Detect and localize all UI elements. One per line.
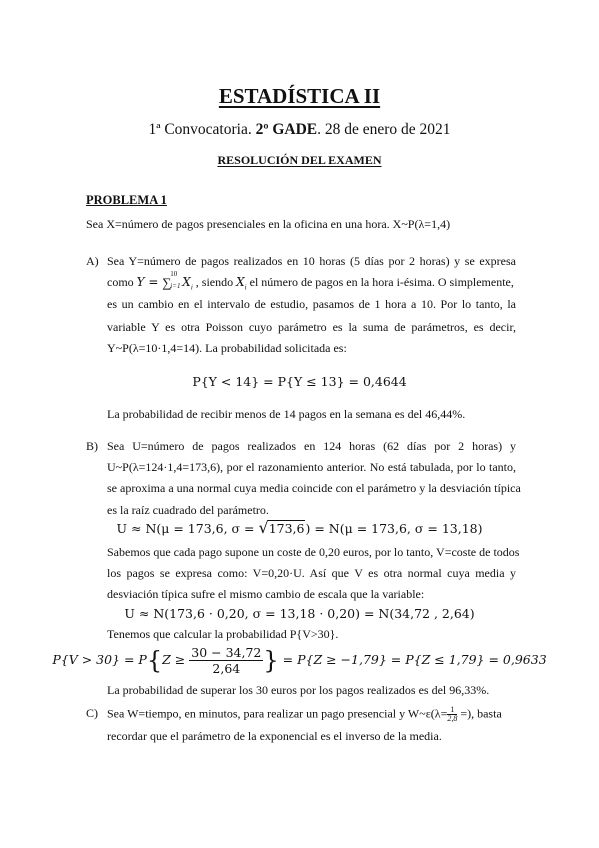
subtitle-convocatoria: 1ª Convocatoria. [148, 121, 256, 138]
section-a-line-1: Sea Y=número de pagos realizados en 10 horas (5 días por 2 horas) y se expresa [107, 254, 516, 268]
section-c-line-1 [107, 706, 502, 723]
section-c-line-1-pre: Sea W=tiempo, en minutos, para realizar un pago presencial y W~ε(λ= [107, 706, 448, 721]
formula-3-pre: P{V > 30} = P [52, 652, 147, 667]
math-sub-i-2: i [244, 283, 247, 292]
formula-1-post: ) = N(μ = 173,6, σ = 13,18) [305, 521, 483, 536]
formula-3-z: Z ≥ [162, 652, 186, 667]
math-sub-i: i [190, 283, 193, 292]
sum-upper-limit: 10 [170, 270, 178, 279]
section-c-line-2: recordar que el parámetro de la exponencial es el inverso de la media. [107, 729, 442, 743]
lambda-numerator: 1 [447, 706, 457, 715]
section-b-line-5: Sabemos que cada pago supone un coste de 0,20 euros, por lo tanto, V=coste de todos [107, 545, 520, 559]
fraction-numerator: 30 − 34,72 [191, 645, 262, 660]
section-a-formula: P{Y < 14} = P{Y ≤ 13} = 0,4644 [192, 374, 407, 389]
section-a-line-4: variable Y es otra Poisson cuyo parámetro es la suma de parámetros, es decir, [107, 320, 516, 334]
section-b-label: B) [86, 439, 98, 453]
section-a-line-2-mid: , siendo [192, 275, 237, 289]
section-a-conclusion: La probabilidad de recibir menos de 14 pagos en la semana es del 46,44%. [107, 407, 466, 421]
formula-3-fraction [189, 645, 263, 676]
section-b-formula-2: U ≈ N(173,6 · 0,20, σ = 13,18 · 0,20) = N(34,72 , 2,64) [124, 606, 475, 621]
document-title: ESTADÍSTICA II [218, 84, 381, 108]
resolution-heading: RESOLUCIÓN DEL EXAMEN [217, 153, 382, 167]
subtitle-date: . 28 de enero de 2021 [317, 121, 451, 138]
problem-intro: Sea X=número de pagos presenciales en la oficina en una hora. X~P(λ=1,4) [86, 217, 451, 231]
sum-lower-limit: i=1 [170, 282, 181, 291]
math-var-x-2: X [236, 275, 245, 289]
section-b-line-4: es la raíz cuadrado del parámetro. [107, 503, 269, 517]
problem-heading: PROBLEMA 1 [86, 193, 167, 207]
section-a-line-2-post: el número de pagos en la hora i-ésima. O simplemente, [246, 275, 514, 289]
formula-3-post: = P{Z ≥ −1,79} = P{Z ≤ 1,79} = 0,9633 [282, 652, 547, 667]
formula-1-sqrt: 173,6 [268, 521, 305, 536]
math-equals: = [144, 275, 163, 289]
math-var-x: X [182, 275, 191, 289]
section-b-line-8: Tenemos que calcular la probabilidad P{V>30}. [107, 627, 339, 641]
section-a-line-2 [107, 270, 516, 292]
section-b-line-3: se aproxima a una normal cuya media coincide con el parámetro y la desviación típica [107, 481, 521, 495]
fraction-denominator: 2,64 [212, 661, 241, 676]
section-b-line-6: los pagos se expresa como: V=0,20·U. Así que V es otra normal cuya media y [107, 566, 516, 580]
section-b-line-1: Sea U=número de pagos realizados en 124 horas (62 días por 2 horas) y [107, 439, 516, 453]
section-c-label: C) [86, 706, 98, 720]
section-a-line-2-pre: como [107, 275, 137, 289]
math-var-y: Y [136, 275, 145, 289]
section-c-line-1-post: =), basta [457, 706, 502, 721]
section-b-line-2: U~P(λ=124·1,4=173,6), por el razonamiento anterior. No está tabulada, por lo tanto, [107, 460, 516, 474]
section-a-label: A) [86, 254, 99, 268]
lambda-denominator: 2,8 [447, 714, 458, 723]
section-b-conclusion: La probabilidad de superar los 30 euros por los pagos realizados es del 96,33%. [107, 683, 490, 697]
section-b-formula-1: U ≈ N(μ = 173,6, σ = √173,6) = N(μ = 173,6, σ = 13,18) [116, 518, 483, 537]
lambda-fraction [447, 706, 457, 723]
subtitle-degree: 2º GADE [255, 121, 318, 138]
section-a-line-5: Y~P(λ=10·1,4=14). La probabilidad solicitada es: [107, 341, 347, 355]
section-b-line-7: desviación típica sufre el mismo cambio de escala que la variable: [107, 587, 425, 601]
section-a-line-3: es un cambio en el intervalo de estudio, pasamos de 1 hora a 10. Por lo tanto, la [107, 297, 516, 311]
section-b-formula-3: P{V > 30} = P{Z ≥ $\frac{30 - 34,72}{2,64}$ } = P{Z ≥ −1,79} = P{Z ≤ 1,79} = 0,9633 [52, 645, 547, 676]
exam-subtitle [0, 121, 599, 139]
summation-symbol: ∑ 10 i=1 [162, 270, 181, 291]
formula-1-pre: U ≈ N(μ = 173,6, σ = [116, 521, 259, 536]
